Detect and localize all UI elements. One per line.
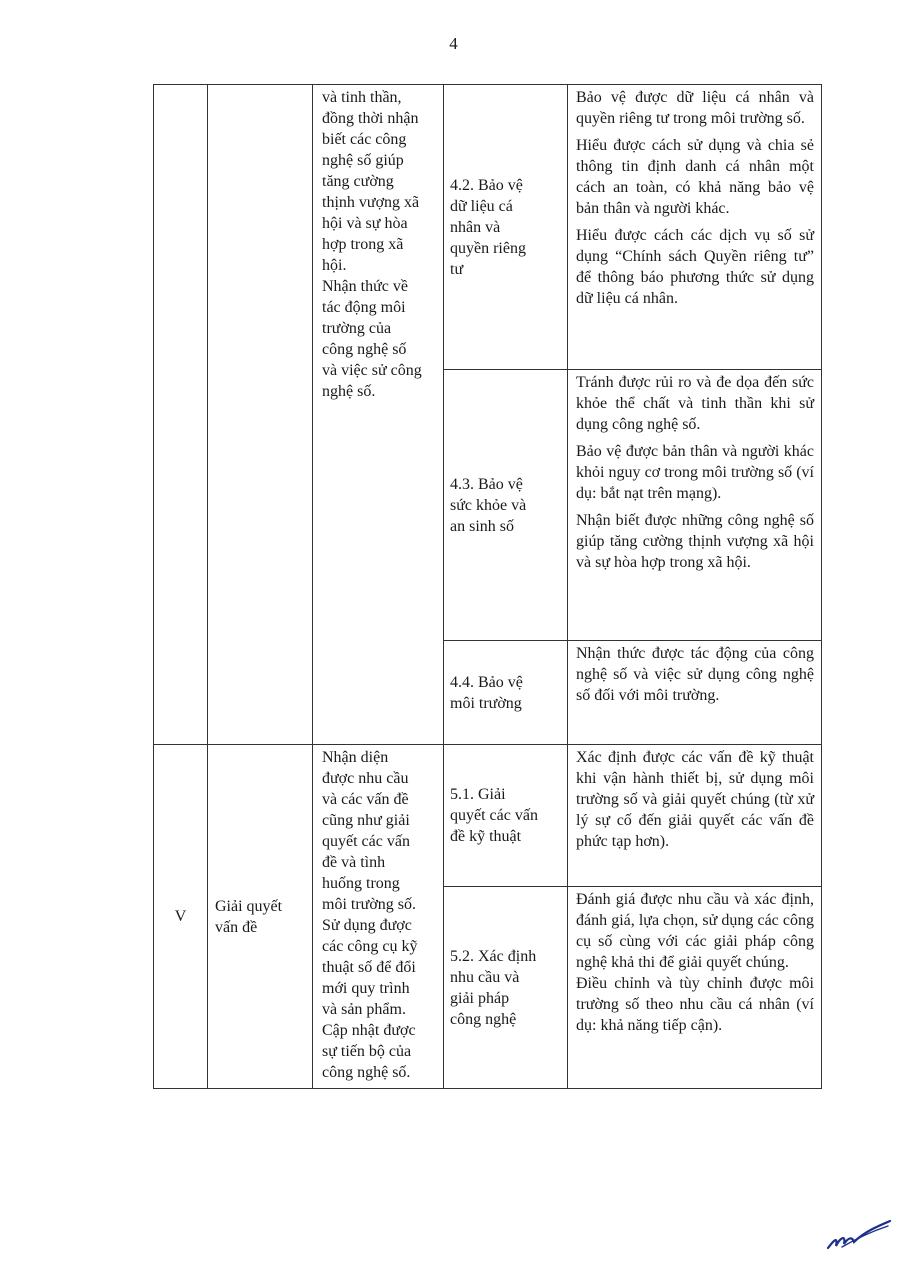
competency-cell: 5.2. Xác định nhu cầu và giải pháp công nghệ	[444, 887, 568, 1089]
outcome-text: Nhận biết được những công nghệ số giúp tăng cường thịnh vượng xã hội và sự hòa hợp trong xã hội.	[576, 512, 814, 571]
outcome-cell	[568, 641, 822, 745]
description-cell: Nhận diện được nhu cầu và các vấn đề cũng như giải quyết các vấn đề và tình huống trong môi trường số. Sử dụng được các công cụ kỹ thuật số để đổi mới quy trình và sản phẩm. Cập nhật được sự tiến bộ của công nghệ số.	[313, 745, 444, 1089]
domain-cell	[208, 85, 313, 745]
competency-cell: 4.4. Bảo vệ môi trường	[444, 641, 568, 745]
page-number: 4	[449, 34, 458, 53]
outcome-cell	[568, 85, 822, 370]
competency-table	[153, 84, 822, 1089]
competency-cell: 4.3. Bảo vệ sức khỏe và an sinh số	[444, 370, 568, 641]
outcome-text: Hiểu được cách sử dụng và chia sẻ thông tin định danh cá nhân một cách an toàn, có khả năng bảo vệ bản thân và người khác.	[576, 137, 814, 217]
row-number-cell	[154, 85, 208, 745]
outcome-text: Nhận thức được tác động của công nghệ số và việc sử dụng công nghệ số đối với môi trường.	[576, 645, 814, 704]
outcome-text: Bảo vệ được bản thân và người khác khỏi nguy cơ trong môi trường số (ví dụ: bắt nạt trên mạng).	[576, 443, 814, 502]
outcome-cell	[568, 745, 822, 887]
outcome-text: Bảo vệ được dữ liệu cá nhân và quyền riêng tư trong môi trường số.	[576, 89, 814, 127]
outcome-text: Tránh được rủi ro và đe dọa đến sức khỏe thể chất và tinh thần khi sử dụng công nghệ số.	[576, 374, 814, 433]
competency-cell: 5.1. Giải quyết các vấn đề kỹ thuật	[444, 745, 568, 887]
table-row	[154, 745, 822, 887]
domain-cell: Giải quyết vấn đề	[208, 745, 313, 1089]
signature-mark	[824, 1218, 894, 1254]
outcome-text: Điều chỉnh và tùy chỉnh được môi trường số theo nhu cầu cá nhân (ví dụ: khả năng tiếp cận).	[576, 975, 814, 1034]
outcome-cell	[568, 370, 822, 641]
row-number-cell: V	[154, 745, 208, 1089]
outcome-text: Hiểu được cách các dịch vụ số sử dụng “Chính sách Quyền riêng tư” để thông báo phương thức sử dụng dữ liệu cá nhân.	[576, 227, 814, 307]
outcome-text: Xác định được các vấn đề kỹ thuật khi vận hành thiết bị, sử dụng môi trường số và giải quyết chúng (từ xử lý sự cố đến giải quyết các vấn đề phức tạp hơn).	[576, 749, 814, 850]
outcome-text: Đánh giá được nhu cầu và xác định, đánh giá, lựa chọn, sử dụng các công cụ số cùng với các giải pháp công nghệ khả thi để giải quyết chúng.	[576, 891, 814, 971]
competency-cell: 4.2. Bảo vệ dữ liệu cá nhân và quyền riêng tư	[444, 85, 568, 370]
outcome-cell	[568, 887, 822, 1089]
table-row	[154, 85, 822, 370]
description-cell: và tinh thần, đồng thời nhận biết các công nghệ số giúp tăng cường thịnh vượng xã hội và sự hòa hợp trong xã hội. Nhận thức về tác động môi trường của công nghệ số và việc sử công nghệ số.	[313, 85, 444, 745]
